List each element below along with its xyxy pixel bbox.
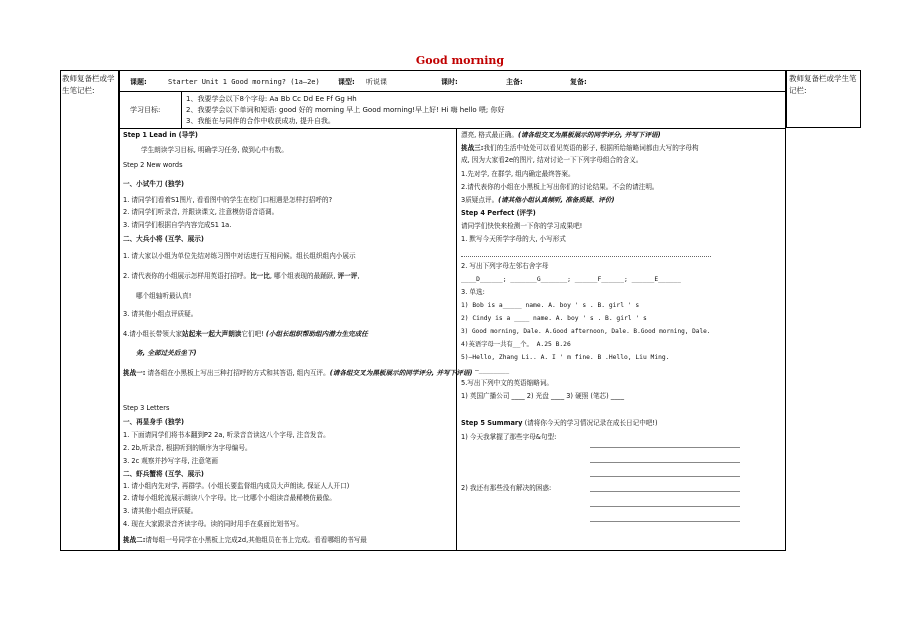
section-4-item-2: 2. 请每小组轮流展示朗读八个字母。比一比哪个小组读音最稀模仿最像。 [123,494,336,502]
challenge-2-cont: 漂亮, 格式最正确。(请各组交叉为黑板展示的同学评分, 并写下评语) [461,131,661,139]
section-2-item-2: 2. 请代表你的小组展示怎样用英语打招呼。比一比, 哪个组表现的最踊跃, 评一评, [123,272,360,280]
challenge-2: 挑战二:请每组一号同学在小黑板上完成2d,其他组员在书上完成。看看哪组的书写最 [123,536,367,544]
preparer-label: 主备: [506,78,523,86]
summary-1-line-b [590,462,740,463]
summary-2-line-b [590,506,740,507]
step-3-heading: Step 3 Letters [123,404,170,412]
step-1-heading: Step 1 Lead in (导学) [123,131,198,139]
step-5-heading: Step 5 Summary (请将你今天的学习情况记录在成长日记中吧!) [461,419,658,427]
section-3-item-1: 1. 下面请同学们将书本翻到P2 2a, 听录音音读这八个字母, 注音发音。 [123,431,330,439]
section-2-item-1: 1. 请大家以小组为单位先结对练习图中对话进行互相问候。组长组织组内小展示 [123,252,356,260]
exercise-1-answer-line [461,256,711,257]
right-note-label: 教师复备栏或学生笔记栏: [789,74,857,95]
exercise-3: 3. 单选: [461,288,485,296]
period-label: 课时: [441,78,458,86]
choice-1: 1) Bob is a_____ name. A. boy ' s . B. girl ' s [461,302,640,309]
goal-3: 3、我能在与同伴的合作中收获成功, 提升自我。 [186,117,335,125]
summary-2-line-c [590,521,740,522]
exercise-5-items: 1) 英国广播公司 ____ 2) 光盘 ____ 3) 硬照 (笔芯) ____ [461,392,624,400]
exercise-2: 2. 写出下列字母左邻右舍字母 [461,262,549,270]
step-2-heading: Step 2 New words [123,161,183,169]
choice-2: 2) Cindy is a ____ name. A. boy ' s . B. girl ' s [461,315,647,322]
discussion-1: 1.先对学, 在群学, 组内确定最终答案。 [461,170,575,178]
summary-1-line-a [590,447,740,448]
goal-1: 1、我要学会以下8个字母: Aa Bb Cc Dd Ee Ff Gg Hh [186,95,357,103]
page-title: Good morning [415,54,505,67]
section-2-item-3: 3. 请其他小组点评质疑。 [123,310,198,318]
summary-2: 2) 我还有那些没有解决的困惑: [461,484,552,492]
section-3-heading: 一、再显身手 (独学) [123,418,185,426]
section-2-item-2-cont: 哪个组轴听最认真! [136,292,192,300]
choice-5: 5)—Hello, Zhang Li.. A. I ' m fine. B .Hello, Liu Ming. [461,354,670,361]
section-1-item-3: 3. 请同学们根据自学内容完成S1 1a. [123,221,232,229]
lesson-table [119,70,786,551]
left-note-column [60,70,119,551]
topic-label: 课题: [130,78,147,86]
summary-2-line-a [590,491,740,492]
challenge-3: 挑战三:我们的生活中处处可以看见英语的影子, 根据所给缩略词都由大写的字母构 [461,144,699,152]
exercise-5: 5.写出下列中文的英语缩略词。 [461,379,554,387]
section-3-item-2: 2. 2b,听录音, 根据听到的顺序为字母编号。 [123,444,252,452]
choice-4: 4)英语字母一共有__个。 A.25 B.26 [461,341,571,348]
section-4-item-3: 3. 请其他小组点评质疑。 [123,507,198,515]
goal-2: 2、我要学会以下单词和短语: good 好的 morning 早上 Good morning!早上好! Hi 嗨 hello 喂; 你好 [186,106,505,114]
step-4-text: 请同学们快快来检测一下你的学习成果吧! [461,222,583,230]
goals-label: 学习目标: [130,106,161,114]
section-2-item-4: 4.请小组长带领大家站起来一起大声朗读它们吧! (小组长组织帮助组内潜力生完成任 [123,330,368,338]
challenge-1: 挑战一: 请各组在小黑板上写出三种打招呼的方式和其答语, 组内互评。(请各组交叉为黑板展示的同学评分, 并写下评语) [123,369,473,377]
summary-1: 1) 今天我掌握了那些字母&句型: [461,433,557,441]
section-4-item-4: 4. 现在大家跟录音齐读字母。读的同时用手在桌面比划书写。 [123,520,303,528]
choice-5-reply: —________ [475,367,510,374]
exercise-1: 1. 默写今天所学字母的大, 小写形式 [461,235,566,243]
left-note-label: 教师复备栏或学生笔记栏: [62,74,115,95]
section-4-heading: 二、虾兵蟹将 (互学、展示) [123,470,204,478]
challenge-3-cont: 成, 因为大家看2e的图片, 结对讨论一下下列字母组合的含义。 [461,156,643,164]
summary-1-line-c [590,476,740,477]
type-value: 听说课 [366,78,387,86]
section-2-item-4-cont: 务, 全部过关后坐下) [136,349,197,357]
type-label: 课型: [338,78,355,86]
exercise-2-blanks: ____D______; _______G_______; ______F______; ______E______ [461,276,681,283]
reviewer-label: 复备: [570,78,587,86]
section-1-item-2: 2. 请同学们听录音, 并跟读课文, 注意模仿语音语调。 [123,208,279,216]
section-2-heading: 二、大兵小将 (互学、展示) [123,235,204,243]
choice-3: 3) Good morning, Dale. A.Good afternoon, Dale. B.Good morning, Dale. [461,328,711,335]
section-1-item-1: 1. 请同学们看着S1图片, 看看图中的学生在校门口相遇是怎样打招呼的? [123,196,333,204]
discussion-3: 3质疑点评。(请其他小组认真倾听, 准备质疑、评价) [461,196,615,204]
step-1-text: 学生朗读学习目标, 明确学习任务, 做到心中有数。 [141,146,288,154]
step-4-heading: Step 4 Perfect (评学) [461,209,536,217]
section-4-item-1: 1. 请小组内先对学, 再群学。(小组长要监督组内成员大声朗读, 保证人人开口) [123,482,350,490]
discussion-2: 2.请代表你的小组在小黑板上写出你们的讨论结果。不会的请注明。 [461,183,659,191]
section-3-item-3: 3. 2c 观察并抄写字母, 注意笔画 [123,457,219,465]
section-1-heading: 一、小试牛刀 (独学) [123,180,185,188]
topic-value: Starter Unit 1 Good morning? (1a—2e) [168,78,320,86]
